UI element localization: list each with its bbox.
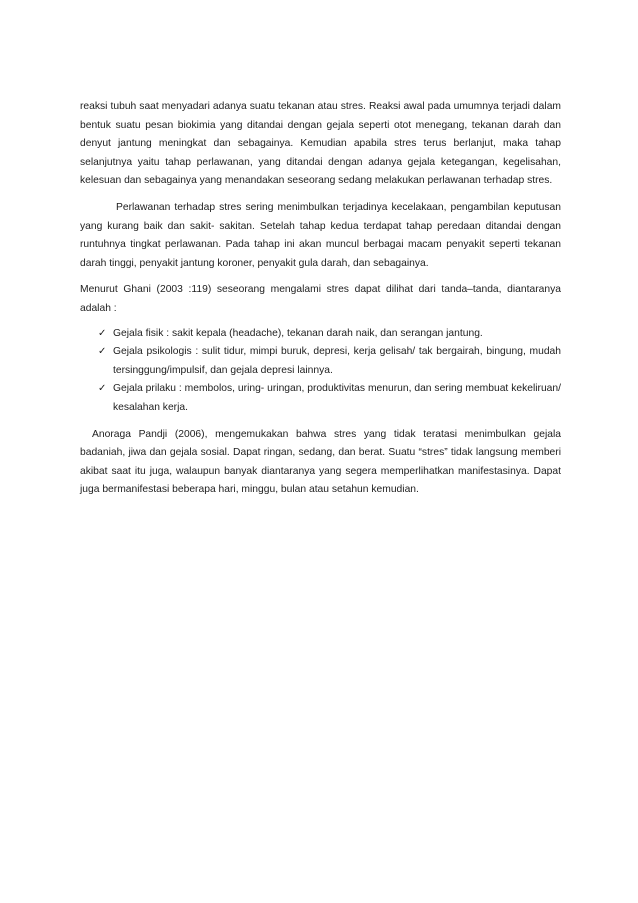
list-item — [98, 343, 561, 380]
list-item-text: Gejala fisik : sakit kepala (headache), tekanan darah naik, dan serangan jantung. — [113, 327, 483, 339]
check-icon: ✓ — [98, 327, 107, 339]
list-item — [98, 325, 561, 344]
list-item — [98, 380, 561, 417]
paragraph-resistance: Perlawanan terhadap stres sering menimbulkan terjadinya kecelakaan, pengambilan keputusan yang kurang baik dan sakit- sakitan. Setelah tahap kedua terdapat tahap peredaan ditandai dengan runtuhnya tingkat perlawanan. Pada tahap ini akan muncul berbagai macam penyakit seperti tekanan darah tinggi, penyakit jantung koroner, penyakit gula darah, dan sebagainya. — [80, 201, 561, 269]
list-item-text: Gejala prilaku : membolos, uring- uringan, produktivitas menurun, dan sering membuat kekeliruan/ kesalahan kerja. — [113, 383, 561, 413]
symptom-checklist — [80, 325, 561, 418]
check-icon: ✓ — [98, 346, 107, 358]
paragraph-stress-reaction: reaksi tubuh saat menyadari adanya suatu tekanan atau stres. Reaksi awal pada umumnya terjadi dalam bentuk suatu pesan biokimia yang ditandai dengan gejala seperti otot menegang, tekanan darah dan denyut jantung meningkat dan sebagainya. Kemudian apabila stres terus berlanjut, maka tahap selanjutnya yaitu tahap perlawanan, yang ditandai dengan adanya gejala ketegangan, kegelisahan, kelesuan dan sebagainya yang menandakan seseorang sedang melakukan perlawanan terhadap stres. — [80, 101, 561, 187]
check-icon: ✓ — [98, 383, 107, 395]
list-item-text: Gejala psikologis : sulit tidur, mimpi buruk, depresi, kerja gelisah/ tak bergairah, bingung, mudah tersinggung/impulsif, dan gejala depresi lainnya. — [113, 346, 561, 376]
paragraph-anoraga: Anoraga Pandji (2006), mengemukakan bahwa stres yang tidak teratasi menimbulkan gejala badaniah, jiwa dan gejala sosial. Dapat ringan, sedang, dan berat. Suatu “stres” tidak langsung memberi akibat saat itu juga, walaupun banyak diantaranya yang segera memperlihatkan manifestasinya. Dapat juga bermanifestasi beberapa hari, minggu, bulan atau setahun kemudian. — [80, 428, 561, 496]
paragraph-ghani-intro: Menurut Ghani (2003 :119) seseorang mengalami stres dapat dilihat dari tanda–tanda, diantaranya adalah : — [80, 284, 561, 314]
document-page — [80, 98, 561, 500]
